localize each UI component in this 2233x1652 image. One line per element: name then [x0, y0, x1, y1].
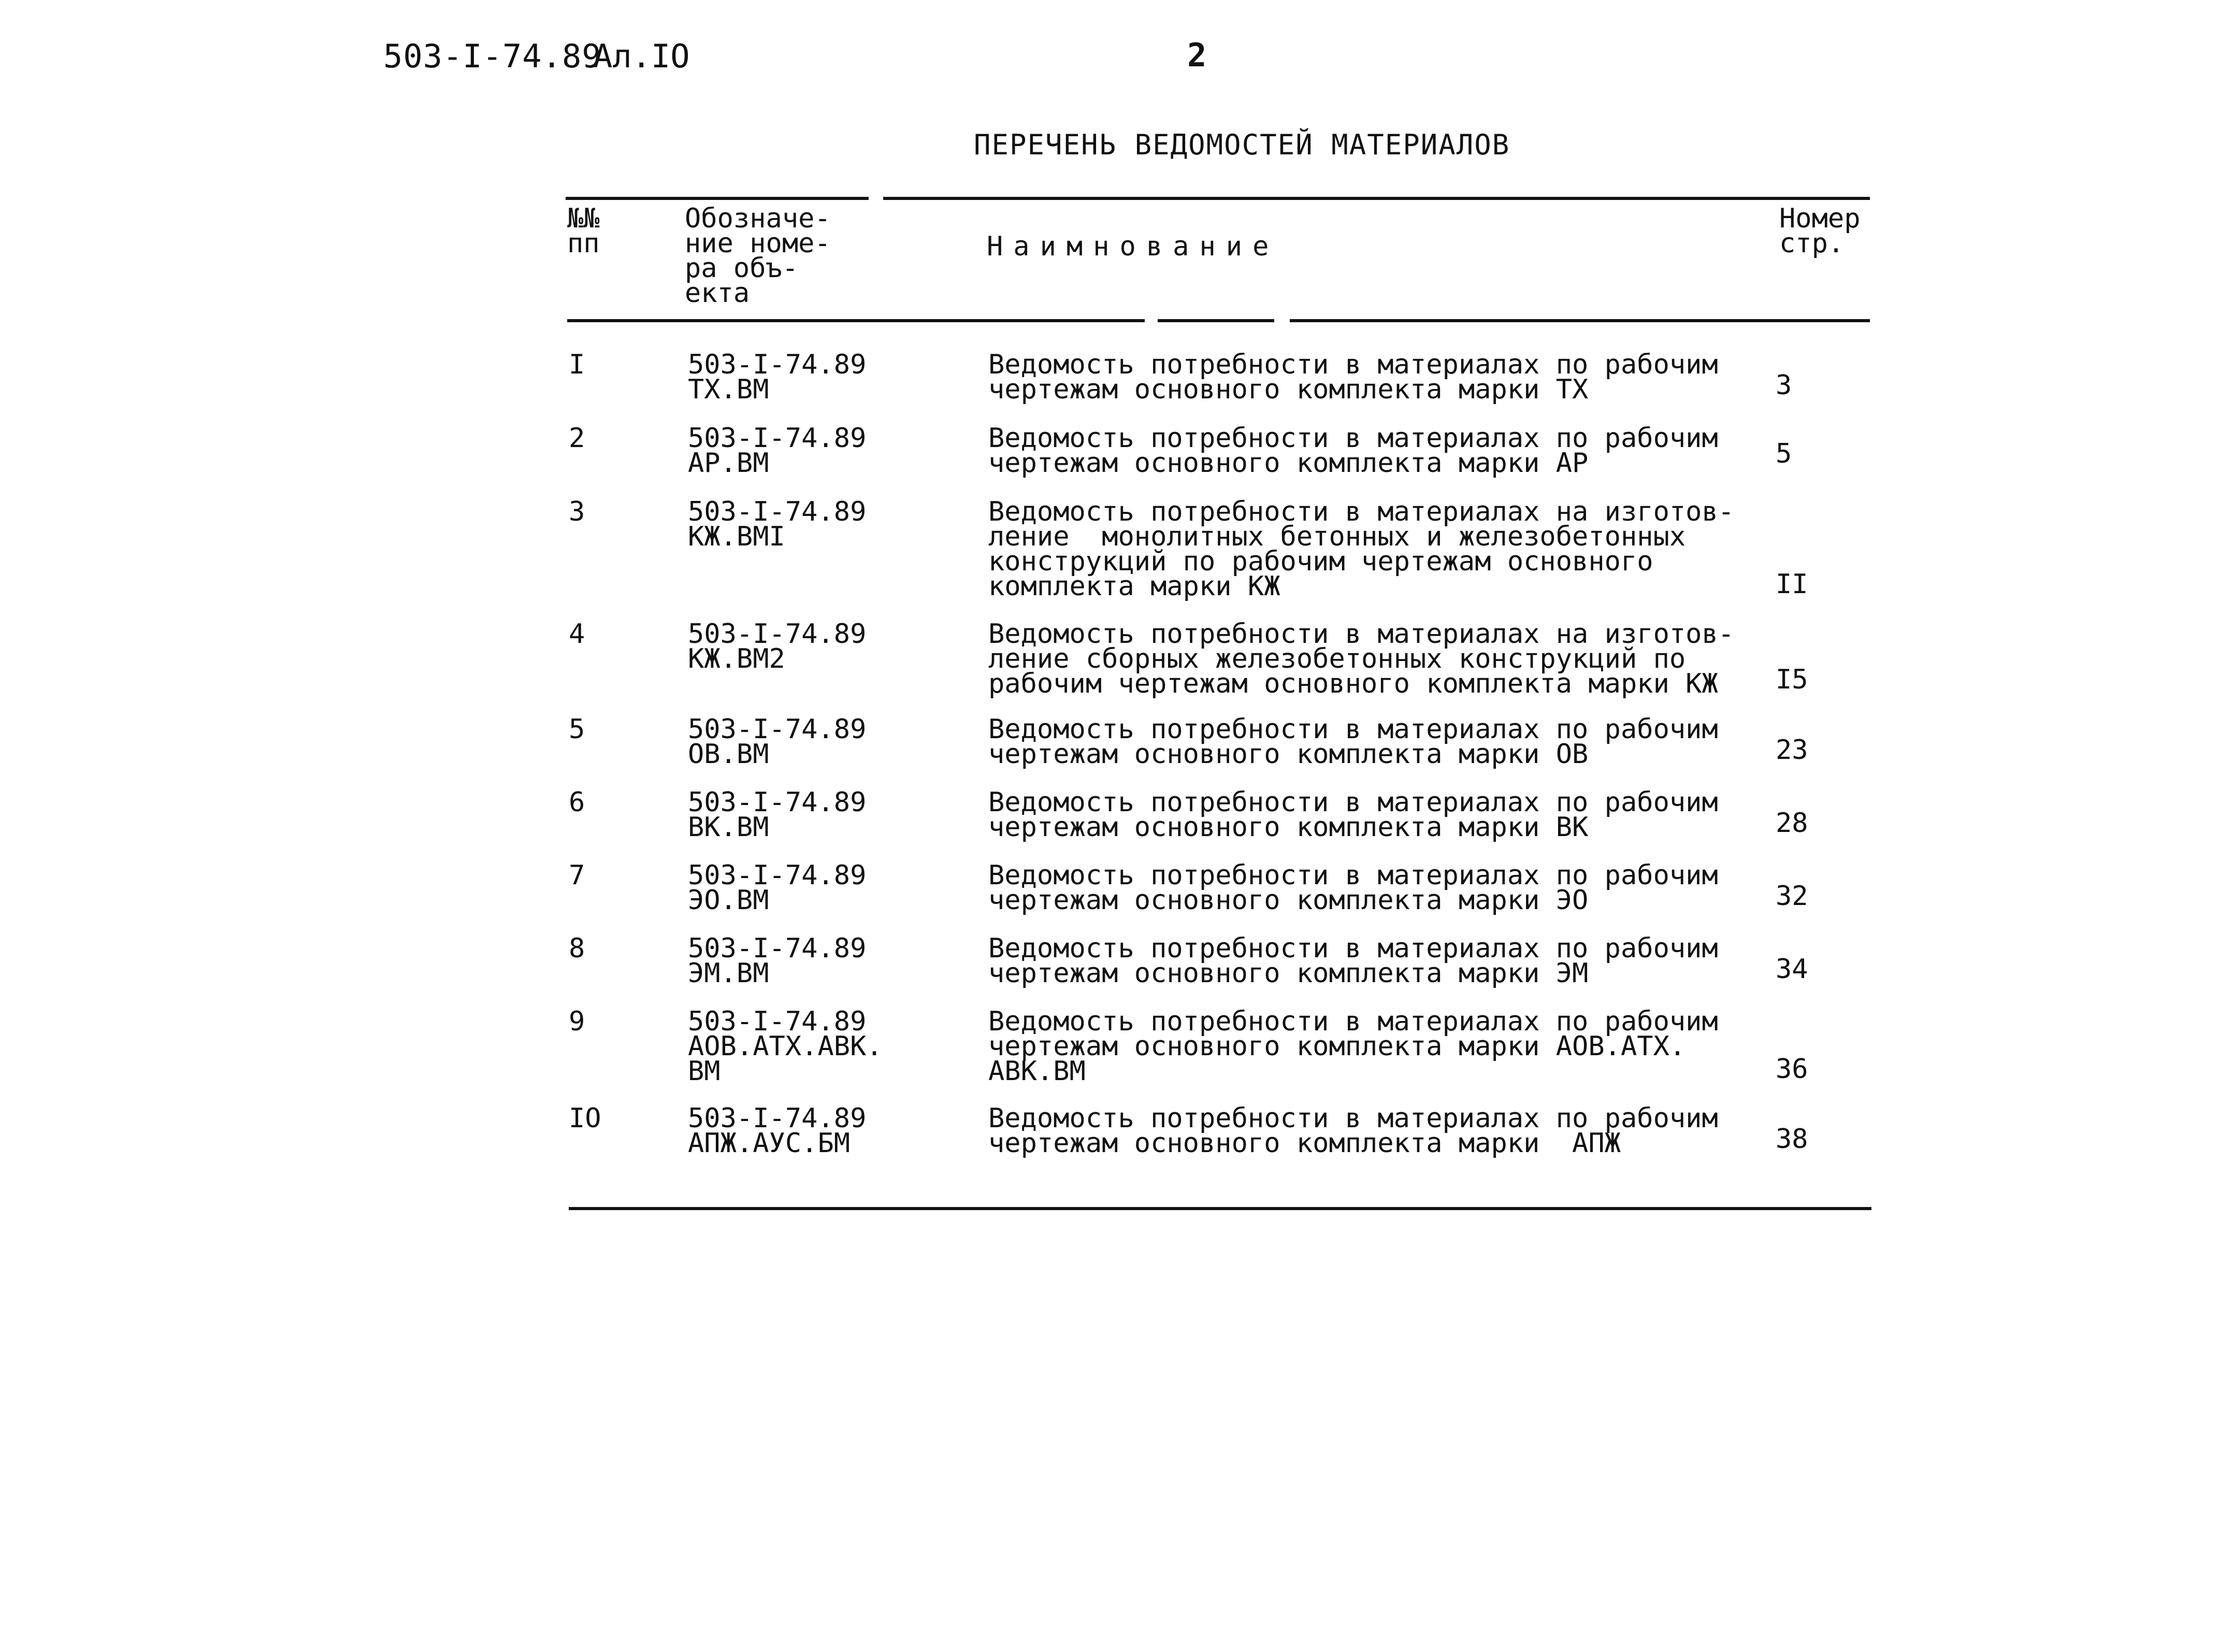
- row-page: 32: [1776, 881, 1808, 912]
- row-page: 38: [1776, 1124, 1808, 1155]
- table-bottom-rule: [569, 1207, 1871, 1210]
- object-code: 503-I-74.89 ЭО.ВМ: [688, 860, 867, 916]
- object-code: 503-I-74.89 КЖ.ВМ2: [688, 619, 867, 674]
- document-code: 503-I-74.89: [383, 37, 602, 75]
- object-code: 503-I-74.89 АОВ.АТХ.АВК. ВМ: [688, 1006, 883, 1087]
- page-number: 2: [1187, 36, 1207, 74]
- row-number: 4: [569, 619, 585, 650]
- header-rule-1: [567, 319, 1145, 322]
- object-code: 503-I-74.89 ОВ.ВМ: [688, 714, 867, 770]
- column-header-code: Обозначе- ние номе- ра объ- екта: [685, 203, 831, 309]
- row-number: 3: [569, 496, 585, 527]
- object-code: 503-I-74.89 ВК.ВМ: [688, 787, 867, 843]
- row-number: 8: [569, 933, 585, 964]
- object-code: 503-I-74.89 АР.ВМ: [688, 423, 867, 479]
- row-name: Ведомость потребности в материалах по рабочим чертежам основного комплекта марки ЭМ: [988, 933, 1718, 989]
- row-number: 9: [569, 1006, 585, 1037]
- row-name: Ведомость потребности в материалах по рабочим чертежам основного комплекта марки ВК: [988, 787, 1718, 843]
- header-rule-3: [1290, 319, 1870, 322]
- row-number: 2: [569, 423, 585, 454]
- sheet-designation: Ал.IO: [593, 37, 690, 75]
- row-number: 5: [569, 714, 585, 745]
- row-number: IO: [569, 1103, 601, 1134]
- row-name: Ведомость потребности в материалах по рабочим чертежам основного комплекта марки АР: [988, 423, 1718, 479]
- object-code: 503-I-74.89 ЭМ.ВМ: [688, 933, 867, 989]
- row-name: Ведомость потребности в материалах по рабочим чертежам основного комплекта марки ОВ: [988, 714, 1718, 770]
- row-name: Ведомость потребности в материалах на изготов- ление монолитных бетонных и железобетонных конструкций по рабочим чертежам основного комплекта марки КЖ: [988, 496, 1735, 602]
- row-page: II: [1776, 569, 1808, 600]
- row-number: 7: [569, 860, 585, 891]
- column-header-number: №№ пп: [567, 203, 600, 259]
- row-number: 6: [569, 787, 585, 818]
- object-code: 503-I-74.89 ТХ.ВМ: [688, 349, 867, 405]
- document-title: ПЕРЕЧЕНЬ ВЕДОМОСТЕЙ МАТЕРИАЛОВ: [974, 128, 1510, 161]
- row-name: Ведомость потребности в материалах по рабочим чертежам основного комплекта марки АПЖ: [988, 1103, 1718, 1159]
- row-page: 23: [1776, 735, 1808, 766]
- row-number: I: [569, 349, 585, 380]
- column-header-page: Номер стр.: [1779, 203, 1861, 259]
- row-page: 36: [1776, 1054, 1808, 1085]
- object-code: 503-I-74.89 АПЖ.АУС.БМ: [688, 1103, 867, 1159]
- table-top-rule-right: [883, 197, 1870, 200]
- table-top-rule-left: [566, 197, 869, 200]
- row-name: Ведомость потребности в материалах на изготов- ление сборных железобетонных конструкций по рабочим чертежам основного комплекта марки КЖ: [988, 619, 1735, 699]
- row-name: Ведомость потребности в материалах по рабочим чертежам основного комплекта марки ЭО: [988, 860, 1718, 916]
- row-name: Ведомость потребности в материалах по рабочим чертежам основного комплекта марки АОВ.АТХ. АВК.ВМ: [988, 1006, 1718, 1087]
- row-page: 3: [1776, 370, 1792, 401]
- row-page: I5: [1776, 664, 1808, 695]
- row-page: 34: [1776, 954, 1808, 985]
- column-header-name: Наимнование: [987, 231, 1279, 262]
- object-code: 503-I-74.89 КЖ.ВМI: [688, 496, 867, 552]
- row-page: 28: [1776, 808, 1808, 839]
- row-name: Ведомость потребности в материалах по рабочим чертежам основного комплекта марки ТХ: [988, 349, 1718, 405]
- header-rule-2: [1158, 319, 1274, 322]
- row-page: 5: [1776, 438, 1792, 469]
